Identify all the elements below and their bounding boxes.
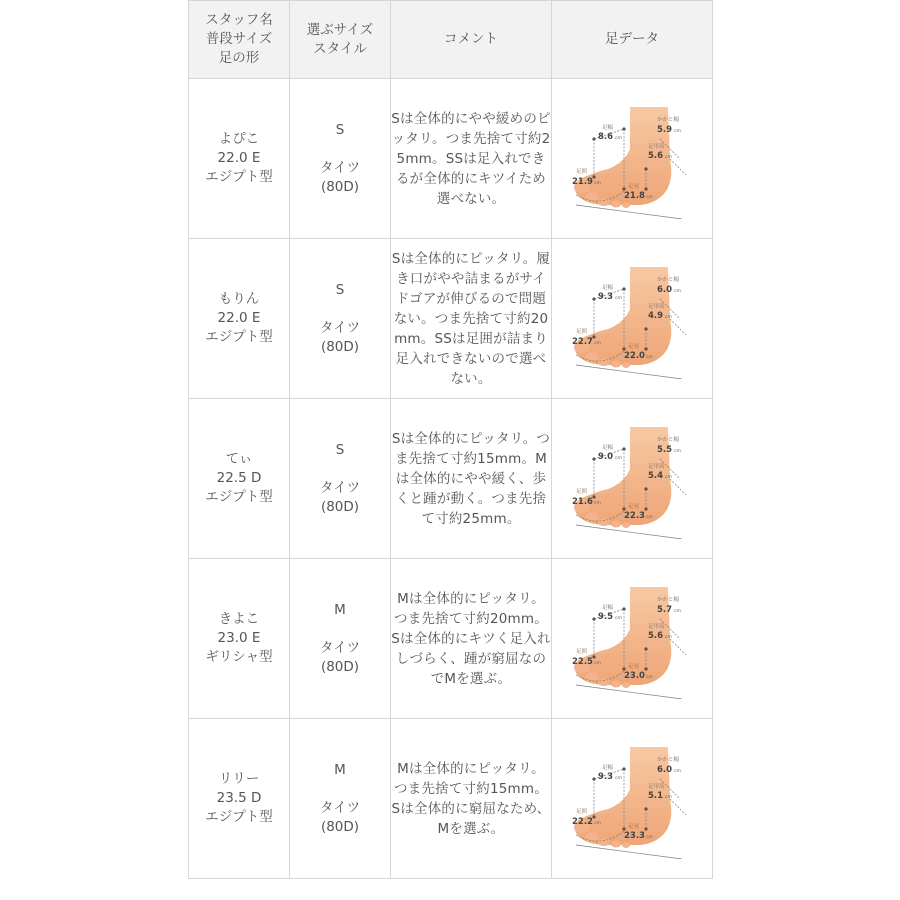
staff-name: てぃ xyxy=(225,451,253,467)
style-type: タイツ xyxy=(319,799,361,816)
header-size-style-line: 選ぶサイズ xyxy=(306,21,374,38)
comment-text: Sは全体的にやや緩めのピッタリ。つま先捨て寸約25mm。SSは足入れできるが全体的にキツイため選べない。 xyxy=(391,110,551,207)
heel-width-value: 5.5 xyxy=(657,444,673,455)
foot-illustration xyxy=(562,739,702,859)
usual-size: 23.0 E xyxy=(217,630,261,646)
header-staff-line: 足の形 xyxy=(218,50,260,66)
foot-data-cell xyxy=(552,399,713,559)
foot-shape: エジプト型 xyxy=(205,329,273,345)
foot-width-unit: cm xyxy=(615,775,622,781)
staff-name: もりん xyxy=(218,291,260,307)
comment-cell xyxy=(391,399,552,559)
foot-length-label: 足長 xyxy=(628,823,640,830)
foot-shape: エジプト型 xyxy=(205,489,273,505)
foot-length-value: 22.3 xyxy=(624,510,645,521)
style-type: タイツ xyxy=(319,319,361,336)
foot-width-value: 9.3 xyxy=(598,771,614,782)
usual-size: 23.5 D xyxy=(216,790,262,806)
instep-height-unit: cm xyxy=(665,154,672,160)
foot-width-unit: cm xyxy=(615,455,622,461)
foot-girth-unit: cm xyxy=(594,340,601,346)
usual-size: 22.5 D xyxy=(216,470,262,486)
chosen-size: S xyxy=(335,281,345,298)
usual-size: 22.0 E xyxy=(217,310,261,326)
foot-length-value: 22.0 xyxy=(624,350,645,361)
comment-cell xyxy=(391,79,552,239)
heel-width-value: 6.0 xyxy=(657,764,673,775)
style-denier: (80D) xyxy=(320,498,360,515)
heel-width-label: かかと幅 xyxy=(657,596,680,603)
foot-length-unit: cm xyxy=(646,194,653,200)
foot-length-unit: cm xyxy=(646,354,653,360)
instep-height-label: 足甲高 xyxy=(648,303,665,310)
size-comparison-table xyxy=(188,0,713,879)
foot-width-label: 足幅 xyxy=(602,764,614,771)
heel-width-unit: cm xyxy=(674,128,681,134)
foot-data-cell xyxy=(552,559,713,719)
foot-width-label: 足幅 xyxy=(602,444,614,451)
size-style-cell xyxy=(290,79,391,239)
foot-girth-value: 22.7 xyxy=(572,336,593,347)
foot-length-unit: cm xyxy=(646,834,653,840)
comment-cell xyxy=(391,559,552,719)
chosen-size: M xyxy=(334,761,346,778)
foot-width-value: 9.3 xyxy=(598,291,614,302)
foot-girth-label: 足囲 xyxy=(576,168,588,175)
foot-illustration xyxy=(562,99,702,219)
foot-girth-label: 足囲 xyxy=(576,488,588,495)
foot-girth-label: 足囲 xyxy=(576,808,588,815)
instep-height-value: 5.4 xyxy=(648,470,664,481)
heel-width-label: かかと幅 xyxy=(657,756,680,763)
foot-length-label: 足長 xyxy=(628,503,640,510)
foot-length-label: 足長 xyxy=(628,663,640,670)
heel-width-label: かかと幅 xyxy=(657,436,680,443)
staff-name: よぴこ xyxy=(218,131,260,147)
foot-girth-value: 21.6 xyxy=(572,496,593,507)
foot-illustration xyxy=(562,419,702,539)
foot-shape: ギリシャ型 xyxy=(205,649,273,665)
foot-width-label: 足幅 xyxy=(602,124,614,131)
foot-length-label: 足長 xyxy=(628,183,640,190)
foot-length-value: 21.8 xyxy=(624,190,645,201)
heel-width-value: 5.9 xyxy=(657,124,673,135)
foot-girth-label: 足囲 xyxy=(576,648,588,655)
foot-width-label: 足幅 xyxy=(602,604,614,611)
foot-illustration xyxy=(562,259,702,379)
foot-girth-value: 22.2 xyxy=(572,816,593,827)
heel-width-unit: cm xyxy=(674,448,681,454)
comment-text: Mは全体的にピッタリ。つま先捨て寸約15mm。Sは全体的に窮屈なため、Mを選ぶ。 xyxy=(391,760,551,837)
foot-width-unit: cm xyxy=(615,295,622,301)
style-type: タイツ xyxy=(319,639,361,656)
foot-illustration xyxy=(562,579,702,699)
table-row xyxy=(189,239,713,399)
header-staff-line: スタッフ名 xyxy=(205,12,273,28)
instep-height-unit: cm xyxy=(665,314,672,320)
size-style-cell xyxy=(290,719,391,879)
foot-width-unit: cm xyxy=(615,615,622,621)
foot-length-value: 23.3 xyxy=(624,830,645,841)
heel-width-unit: cm xyxy=(674,288,681,294)
instep-height-label: 足甲高 xyxy=(648,463,665,470)
foot-width-value: 8.6 xyxy=(598,131,614,142)
usual-size: 22.0 E xyxy=(217,150,261,166)
table-body xyxy=(189,79,713,879)
header-staff-line: 普段サイズ xyxy=(205,31,273,47)
foot-girth-unit: cm xyxy=(594,500,601,506)
foot-data-cell xyxy=(552,719,713,879)
heel-width-value: 6.0 xyxy=(657,284,673,295)
staff-cell xyxy=(189,559,290,719)
style-type: タイツ xyxy=(319,479,361,496)
foot-girth-label: 足囲 xyxy=(576,328,588,335)
staff-cell xyxy=(189,239,290,399)
instep-height-unit: cm xyxy=(665,634,672,640)
chosen-size: S xyxy=(335,121,345,138)
comment-text: Sは全体的にピッタリ。つま先捨て寸約15mm。Mは全体的にやや緩く、歩くと踵が動く。つま先捨て寸約25mm。 xyxy=(391,430,551,527)
header-comment: コメント xyxy=(391,1,552,79)
style-denier: (80D) xyxy=(320,818,360,835)
heel-width-label: かかと幅 xyxy=(657,276,680,283)
foot-length-unit: cm xyxy=(646,674,653,680)
foot-girth-value: 21.9 xyxy=(572,176,593,187)
size-style-cell xyxy=(290,559,391,719)
header-size-style xyxy=(290,1,391,79)
header-staff xyxy=(189,1,290,79)
instep-height-label: 足甲高 xyxy=(648,623,665,630)
instep-height-label: 足甲高 xyxy=(648,143,665,150)
foot-girth-unit: cm xyxy=(594,180,601,186)
foot-length-unit: cm xyxy=(646,514,653,520)
staff-cell xyxy=(189,719,290,879)
table-row xyxy=(189,719,713,879)
table-row xyxy=(189,79,713,239)
instep-height-value: 5.6 xyxy=(648,150,664,161)
foot-data-cell xyxy=(552,239,713,399)
foot-length-value: 23.0 xyxy=(624,670,645,681)
foot-shape: エジプト型 xyxy=(205,169,273,185)
chosen-size: M xyxy=(334,601,346,618)
foot-width-label: 足幅 xyxy=(602,284,614,291)
table-row xyxy=(189,559,713,719)
comment-text: Mは全体的にピッタリ。つま先捨て寸約20mm。Sは全体的にキツく足入れしづらく、踵が窮屈なのでMを選ぶ。 xyxy=(391,590,551,687)
foot-girth-unit: cm xyxy=(594,820,601,826)
instep-height-value: 4.9 xyxy=(648,310,664,321)
foot-width-value: 9.0 xyxy=(598,451,614,462)
staff-cell xyxy=(189,399,290,559)
chosen-size: S xyxy=(335,441,345,458)
heel-width-label: かかと幅 xyxy=(657,116,680,123)
style-type: タイツ xyxy=(319,159,361,176)
header-row xyxy=(189,1,713,79)
header-foot-data: 足データ xyxy=(552,1,713,79)
instep-height-value: 5.6 xyxy=(648,630,664,641)
comment-text: Sは全体的にピッタリ。履き口がやや詰まるがサイドゴアが伸びるので問題ない。つま先捨て寸約20mm。SSは足囲が詰まり足入れできないので選べない。 xyxy=(391,250,551,387)
foot-shape: エジプト型 xyxy=(205,809,273,825)
foot-length-label: 足長 xyxy=(628,343,640,350)
style-denier: (80D) xyxy=(320,338,360,355)
style-denier: (80D) xyxy=(320,658,360,675)
heel-width-unit: cm xyxy=(674,608,681,614)
foot-girth-unit: cm xyxy=(594,660,601,666)
size-style-cell xyxy=(290,239,391,399)
foot-width-unit: cm xyxy=(615,135,622,141)
size-style-cell xyxy=(290,399,391,559)
foot-data-cell xyxy=(552,79,713,239)
staff-name: きよこ xyxy=(218,611,260,627)
style-denier: (80D) xyxy=(320,178,360,195)
comment-cell xyxy=(391,719,552,879)
instep-height-unit: cm xyxy=(665,474,672,480)
table-row xyxy=(189,399,713,559)
heel-width-value: 5.7 xyxy=(657,604,673,615)
heel-width-unit: cm xyxy=(674,768,681,774)
instep-height-unit: cm xyxy=(665,794,672,800)
header-size-style-line: スタイル xyxy=(313,40,367,57)
staff-name: リリー xyxy=(218,771,260,787)
instep-height-value: 5.1 xyxy=(648,790,664,801)
comment-cell xyxy=(391,239,552,399)
staff-cell xyxy=(189,79,290,239)
instep-height-label: 足甲高 xyxy=(648,783,665,790)
foot-girth-value: 22.5 xyxy=(572,656,593,667)
foot-width-value: 9.5 xyxy=(598,611,614,622)
